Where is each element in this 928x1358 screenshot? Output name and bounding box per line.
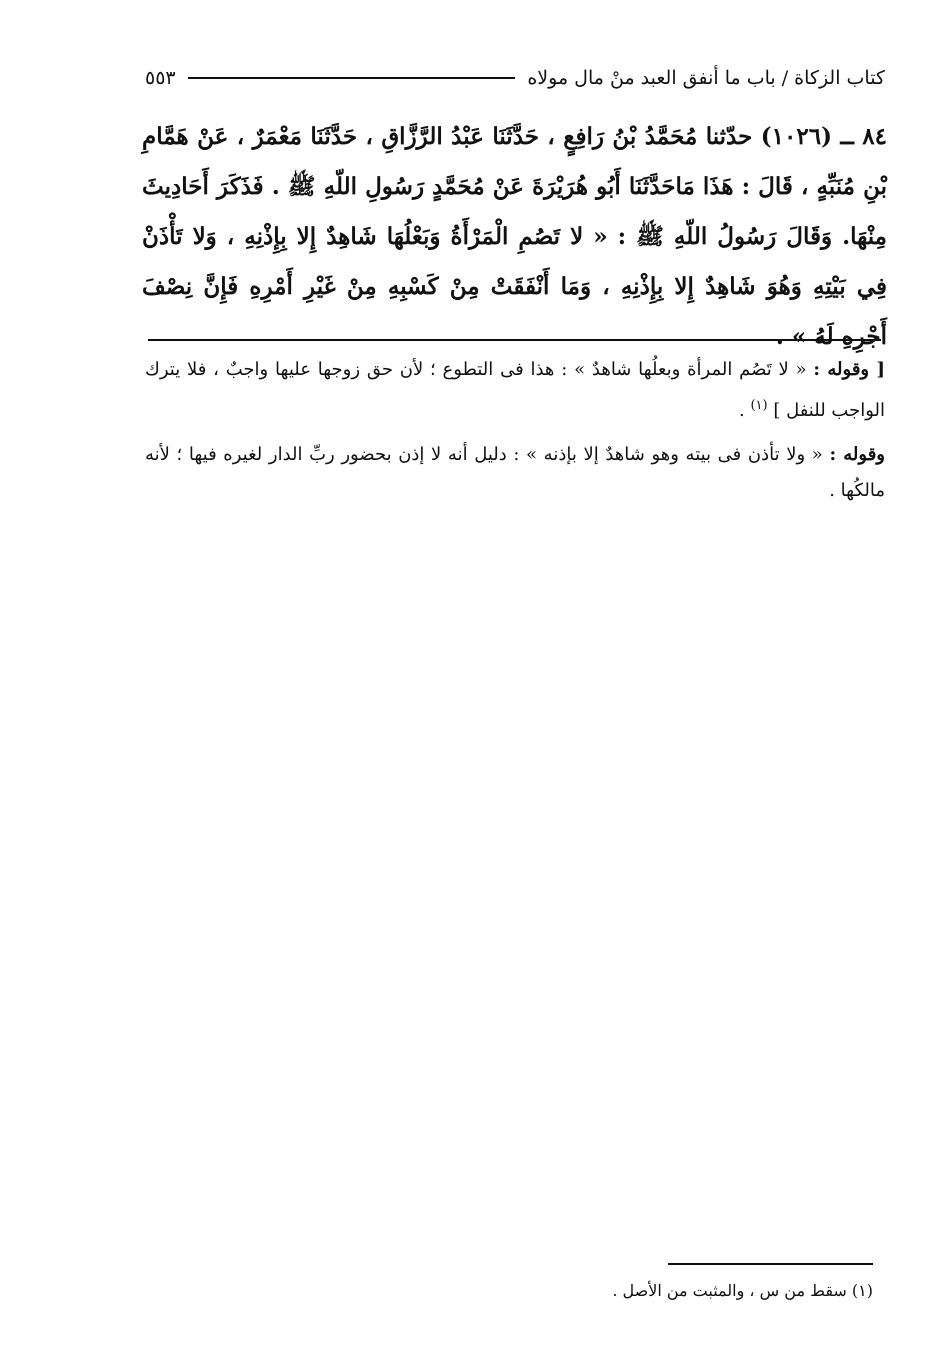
hadith-text-block <box>142 112 887 362</box>
header-title: كتاب الزكاة / باب ما أنفق العبد منْ مال مولاه <box>527 67 885 89</box>
footnote-divider <box>668 1263 873 1265</box>
hadith-paragraph: ٨٤ ــ (١٠٢٦) حدّثنا مُحَمَّدُ بْنُ رَافِعٍ ، حَدَّثَنَا عَبْدُ الرَّزَّاقِ ، حَدَّثَنَا مَعْمَرٌ ، عَنْ هَمَّامِ بْنِ مُنَبِّهٍ ، قَالَ : هَذَا مَاحَدَّثَنَا أَبُو هُرَيْرَةَ عَنْ مُحَمَّدٍ رَسُولِ اللّهِ ﷺ . فَذَكَرَ أَحَادِيثَ مِنْهَا. وَقَالَ رَسُولُ اللّهِ ﷺ : « لا تَصُمِ الْمَرْأَةُ وَبَعْلُهَا شَاهِدٌ إِلا بِإِذْنِهِ ، وَلا تَأْذَنْ فِي بَيْتِهِ وَهُوَ شَاهِدٌ إِلا بِإِذْنِهِ ، وَمَا أَنْفَقَتْ مِنْ كَسْبِهِ مِنْ غَيْرِ أَمْرِهِ فَإِنَّ نِصْفَ أَجْرِهِ لَهُ » . <box>142 123 887 350</box>
commentary-paragraph-2 <box>145 437 885 509</box>
commentary-body-2: « ولا تأذن فى بيته وهو شاهدٌ إلا بإذنه » : دليل أنه لا إذن بحضور ربِّ الدار لغيره فيها ؛ لأنه مالكُها . <box>145 444 885 501</box>
page-number: ٥٥٣ <box>145 67 176 89</box>
commentary-end-1: . <box>739 400 751 421</box>
commentary-body-1: « لا تَصُم المرأة وبعلُها شاهدٌ » : هذا فى التطوع ؛ لأن حق زوجها عليها واجبٌ ، فلا يترك الواجب للنفل ] <box>145 359 885 421</box>
commentary-lead-1: [ وقوله : <box>813 359 885 380</box>
header-rule <box>188 77 516 79</box>
commentary-paragraph-1 <box>145 352 885 429</box>
running-header <box>145 62 885 94</box>
section-divider <box>148 339 881 341</box>
commentary-lead-2: وقوله : <box>829 444 885 465</box>
footnote-reference: (١) <box>750 398 768 413</box>
footnote: (١) سقط من س ، والمثبت من الأصل . <box>612 1281 873 1300</box>
commentary-block <box>145 352 885 517</box>
